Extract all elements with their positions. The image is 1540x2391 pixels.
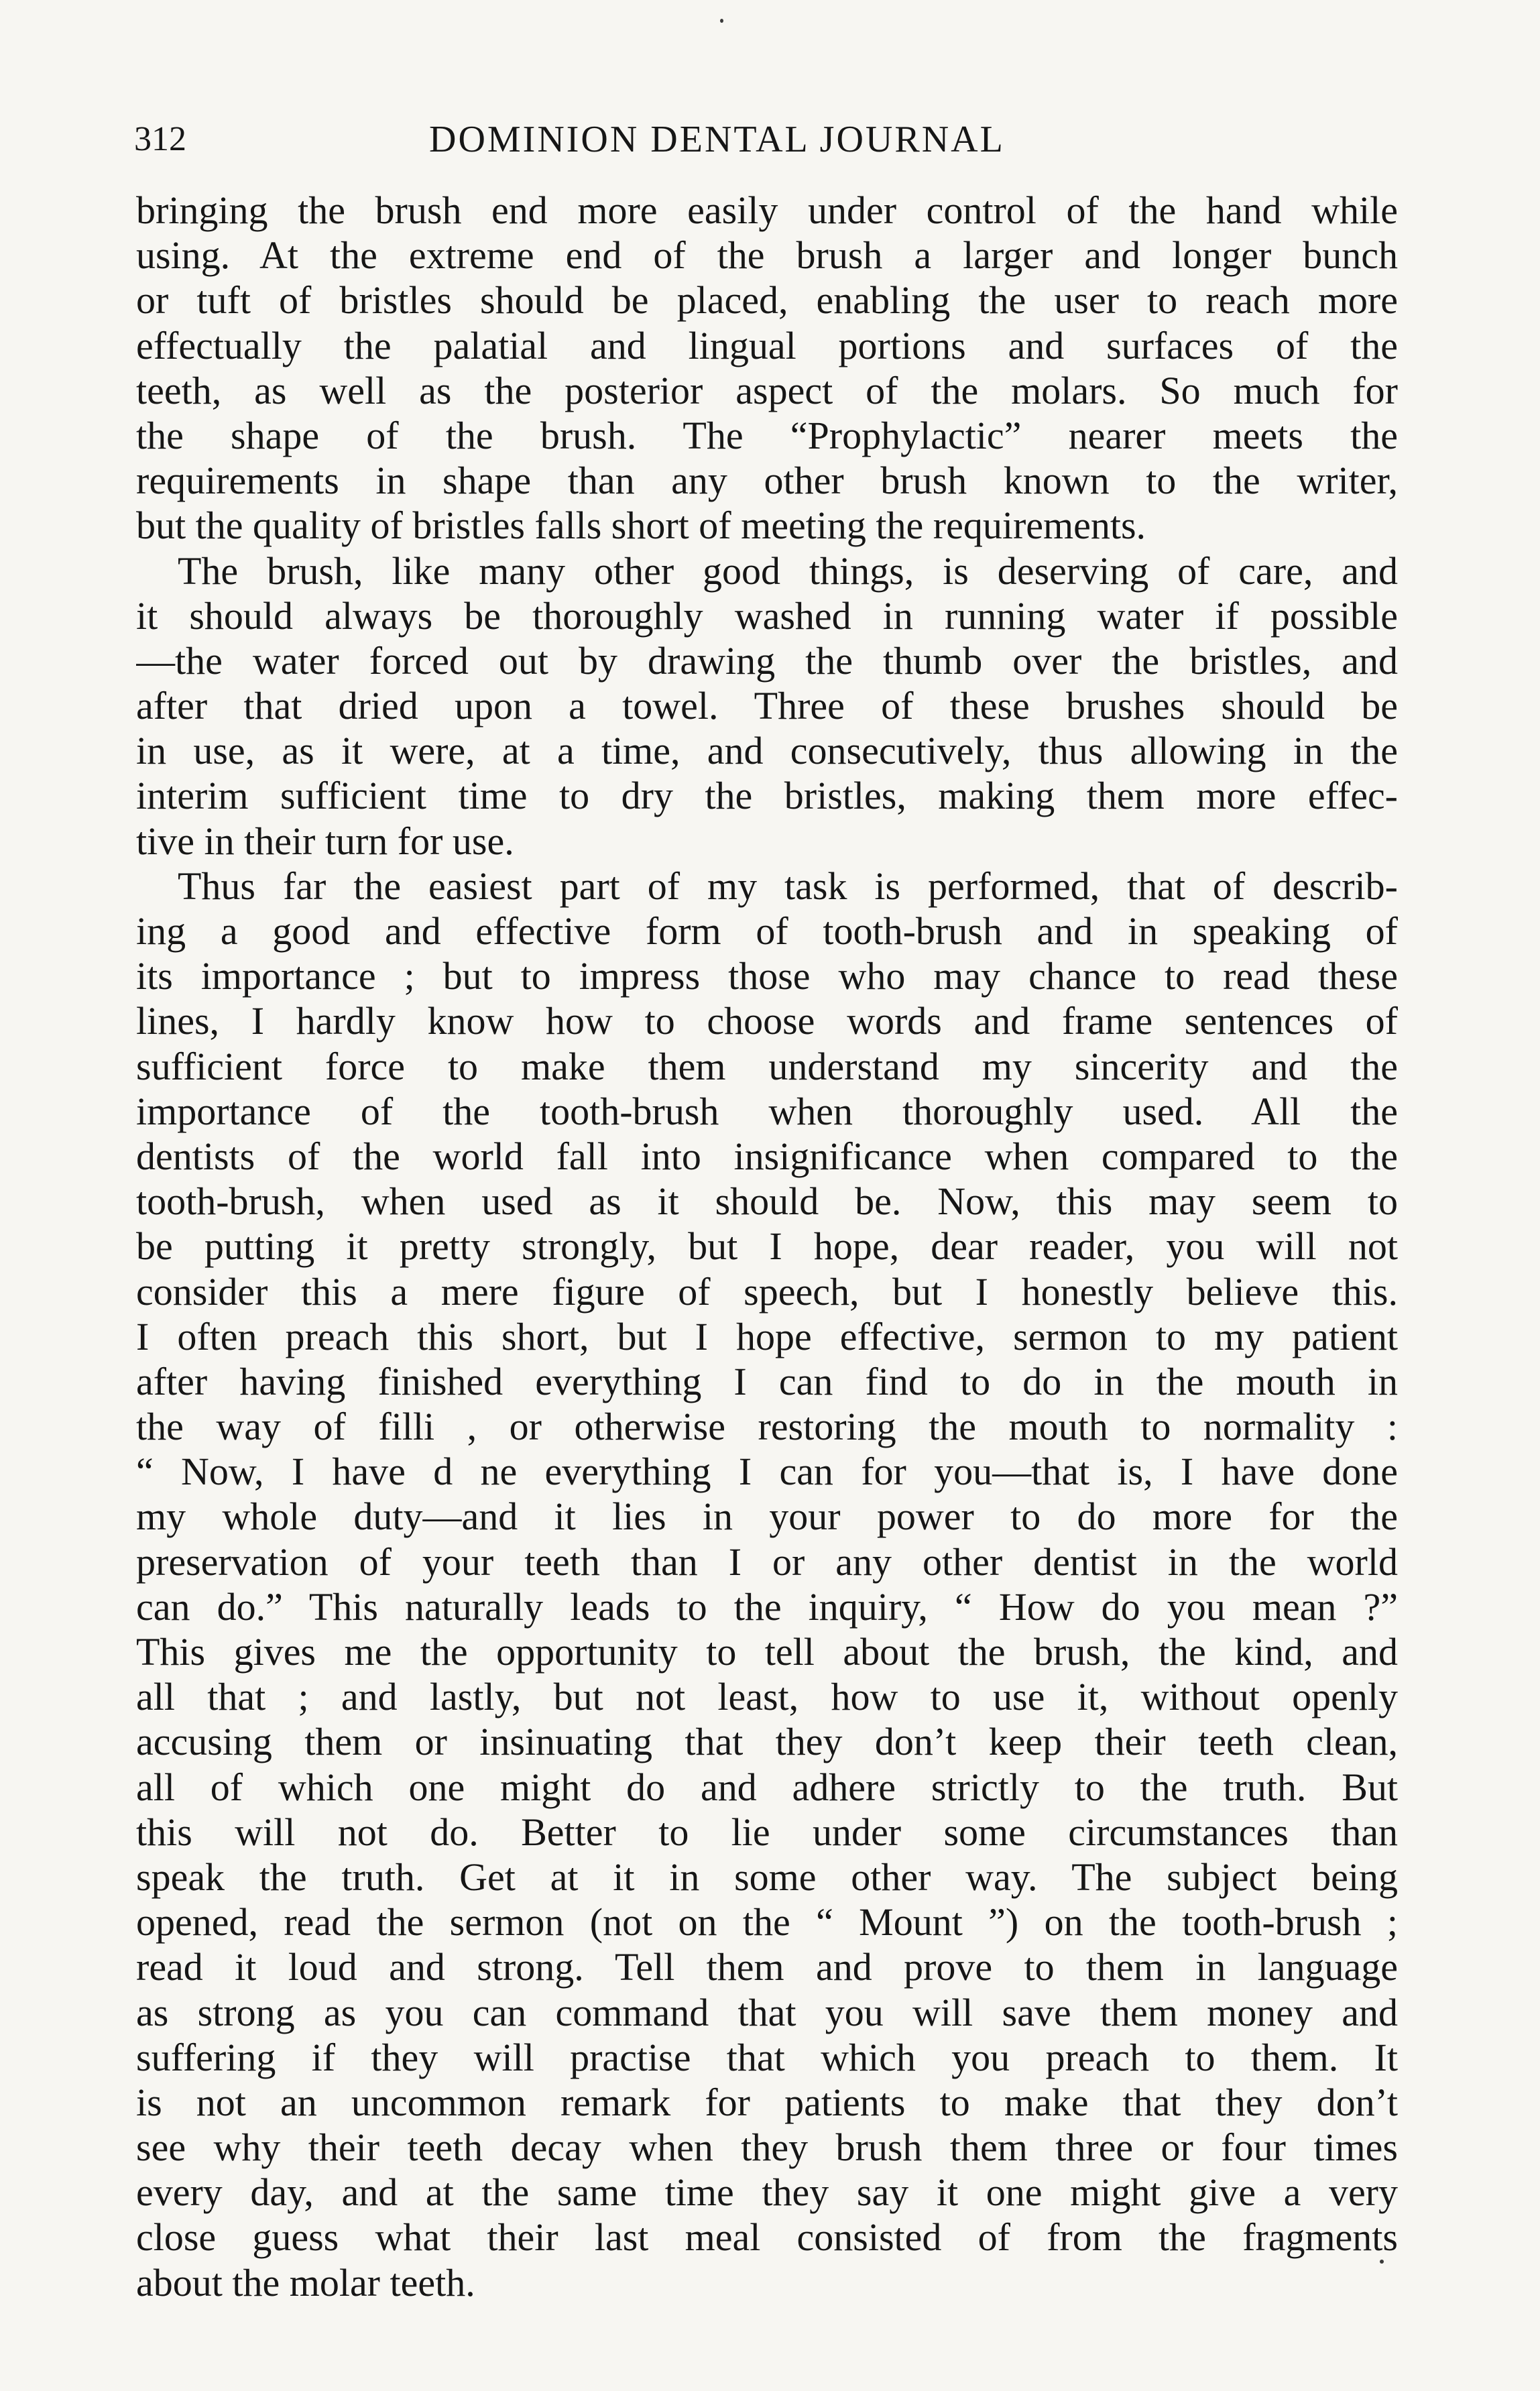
text-line: every day, and at the same time they say it one might give a very — [136, 2170, 1398, 2215]
text-line: accusing them or insinuating that they don’t keep their teeth clean, — [136, 1720, 1398, 1764]
text-line: read it loud and strong. Tell them and prove to them in language — [136, 1945, 1398, 1989]
text-line: but the quality of bristles falls short of meeting the requirements. — [136, 504, 1146, 548]
text-line: interim sufficient time to dry the bristles, making them more effec- — [136, 774, 1398, 818]
text-line: as strong as you can command that you will save them money and — [136, 1990, 1398, 2034]
text-line: all of which one might do and adhere strictly to the truth. But — [136, 1765, 1398, 1809]
text-line: tive in their turn for use. — [136, 819, 514, 863]
text-line: lines, I hardly know how to choose words and frame sentences of — [136, 999, 1398, 1043]
print-speck — [1380, 2260, 1384, 2264]
text-line: dentists of the world fall into insignificance when compared to the — [136, 1134, 1398, 1178]
page-number: 312 — [134, 120, 186, 158]
text-line: requirements in shape than any other brush known to the writer, — [136, 459, 1398, 503]
text-line: I often preach this short, but I hope effective, sermon to my patient — [136, 1314, 1398, 1358]
text-line: after having finished everything I can find to do in the mouth in — [136, 1359, 1398, 1403]
text-line: using. At the extreme end of the brush a larger and longer bunch — [136, 233, 1398, 278]
text-line: speak the truth. Get at it in some other way. The subject being — [136, 1855, 1398, 1899]
text-line: about the molar teeth. — [136, 2260, 475, 2305]
text-line: the shape of the brush. The “Prophylactic” nearer meets the — [136, 413, 1398, 457]
text-line: Thus far the easiest part of my task is performed, that of describ- — [178, 864, 1398, 908]
text-line: This gives me the opportunity to tell about the brush, the kind, and — [136, 1630, 1398, 1674]
text-line: tooth-brush, when used as it should be. Now, this may seem to — [136, 1179, 1398, 1224]
text-line: it should always be thoroughly washed in running water if possible — [136, 593, 1398, 638]
text-line: The brush, like many other good things, is deserving of care, and — [178, 548, 1398, 593]
article-body — [136, 188, 1398, 2305]
text-line: see why their teeth decay when they brush them three or four times — [136, 2125, 1398, 2170]
print-speck — [720, 19, 723, 23]
text-line: is not an uncommon remark for patients to make that they don’t — [136, 2080, 1398, 2124]
text-line: after that dried upon a towel. Three of these brushes should be — [136, 684, 1398, 728]
text-line: my whole duty—and it lies in your power to do more for the — [136, 1495, 1398, 1539]
text-line: “ Now, I have d ne everything I can for you—that is, I have done — [136, 1450, 1398, 1494]
text-line: suffering if they will practise that which you preach to them. It — [136, 2035, 1398, 2079]
text-line: teeth, as well as the posterior aspect of the molars. So much for — [136, 368, 1398, 412]
text-line: its importance ; but to impress those who may chance to read these — [136, 954, 1398, 998]
text-line: close guess what their last meal consisted of from the fragments — [136, 2215, 1398, 2260]
running-title: DOMINION DENTAL JOURNAL — [429, 119, 1005, 160]
text-line: effectually the palatial and lingual portions and surfaces of the — [136, 323, 1398, 367]
text-line: can do.” This naturally leads to the inquiry, “ How do you mean ?” — [136, 1584, 1398, 1629]
text-line: all that ; and lastly, but not least, how to use it, without openly — [136, 1675, 1398, 1719]
page-header — [134, 113, 1395, 166]
text-line: preservation of your teeth than I or any other dentist in the world — [136, 1539, 1398, 1584]
text-line: ing a good and effective form of tooth-brush and in speaking of — [136, 909, 1398, 953]
text-line: —the water forced out by drawing the thumb over the bristles, and — [136, 638, 1398, 683]
text-line: opened, read the sermon (not on the “ Mount ”) on the tooth-brush ; — [136, 1900, 1398, 1944]
text-line: importance of the tooth-brush when thoroughly used. All the — [136, 1089, 1398, 1133]
text-line: in use, as it were, at a time, and consecutively, thus allowing in the — [136, 729, 1398, 773]
text-line: consider this a mere figure of speech, but I honestly believe this. — [136, 1269, 1398, 1314]
text-line: be putting it pretty strongly, but I hope, dear reader, you will not — [136, 1224, 1398, 1269]
text-line: bringing the brush end more easily under control of the hand while — [136, 188, 1398, 232]
text-line: or tuft of bristles should be placed, enabling the user to reach more — [136, 278, 1398, 323]
text-line: this will not do. Better to lie under some circumstances than — [136, 1810, 1398, 1854]
text-line: sufficient force to make them understand my sincerity and the — [136, 1044, 1398, 1088]
text-line: the way of filli , or otherwise restoring the mouth to normality : — [136, 1405, 1398, 1449]
